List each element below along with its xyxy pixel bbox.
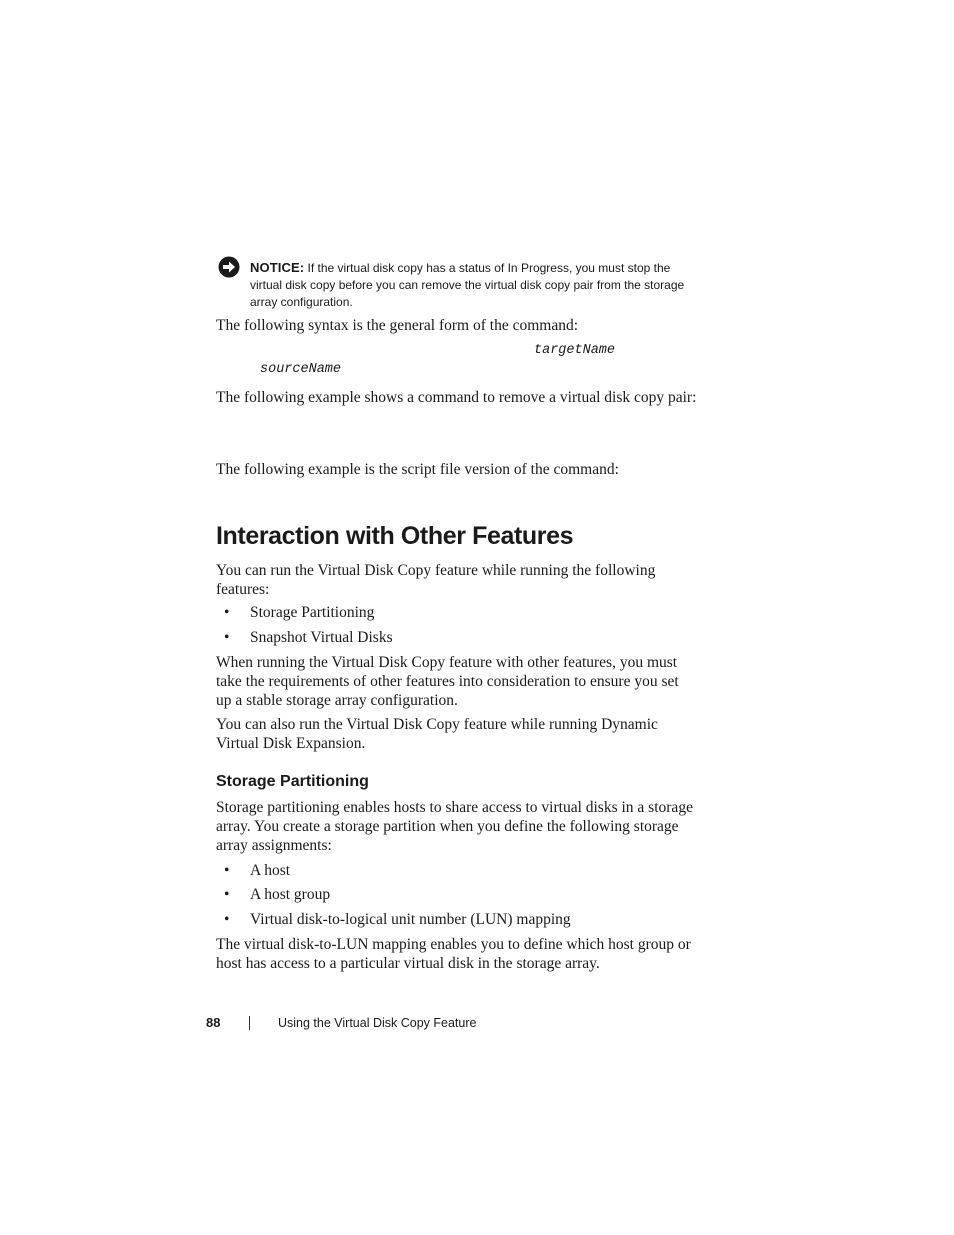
footer-title: Using the Virtual Disk Copy Feature xyxy=(278,1016,477,1030)
bullet-glyph: • xyxy=(224,629,230,646)
section-intro-line-1: You can run the Virtual Disk Copy feature while running the following xyxy=(216,562,656,579)
notice-line-2: virtual disk copy before you can remove the virtual disk copy pair from the storage xyxy=(250,278,685,292)
subsection-para-1-line-1: Storage partitioning enables hosts to share access to virtual disks in a storage xyxy=(216,799,693,816)
notice-icon xyxy=(218,256,240,278)
syntax-target-param: targetName xyxy=(534,343,616,358)
list-item: A host group xyxy=(250,886,331,903)
list-item: Storage Partitioning xyxy=(250,604,375,621)
section-title: Interaction with Other Features xyxy=(216,522,574,550)
syntax-intro: The following syntax is the general form of the command: xyxy=(216,317,579,334)
notice-line-1 xyxy=(250,259,720,277)
page-number: 88 xyxy=(206,1015,221,1030)
subsection-para-1-line-3: array assignments: xyxy=(216,837,332,854)
subsection-para-1-line-2: array. You create a storage partition when you define the following storage xyxy=(216,818,679,835)
section-para-2-line-1: You can also run the Virtual Disk Copy feature while running Dynamic xyxy=(216,716,658,733)
notice-block xyxy=(250,259,720,311)
subsection-para-1 xyxy=(216,798,716,855)
footer-divider xyxy=(249,1016,250,1030)
notice-text-1: If the virtual disk copy has a status of In Progress, you must stop the xyxy=(307,261,671,275)
list-item: A host xyxy=(250,862,291,879)
bullet-glyph: • xyxy=(224,911,230,928)
section-para-1 xyxy=(216,653,716,710)
list-item: Virtual disk-to-logical unit number (LUN) mapping xyxy=(250,911,571,928)
subsection-title: Storage Partitioning xyxy=(216,773,369,790)
bullet-glyph: • xyxy=(224,886,230,903)
section-para-1-line-1: When running the Virtual Disk Copy feature with other features, you must xyxy=(216,654,678,671)
list-item: Snapshot Virtual Disks xyxy=(250,629,393,646)
section-para-1-line-2: take the requirements of other features into consideration to ensure you set xyxy=(216,673,679,690)
section-para-2-line-2: Virtual Disk Expansion. xyxy=(216,735,366,752)
bullet-glyph: • xyxy=(224,862,230,879)
section-para-1-line-3: up a stable storage array configuration. xyxy=(216,692,458,709)
bullet-glyph: • xyxy=(224,604,230,621)
example-intro: The following example shows a command to remove a virtual disk copy pair: xyxy=(216,389,697,406)
script-intro: The following example is the script file version of the command: xyxy=(216,461,619,478)
notice-label: NOTICE: xyxy=(250,260,305,275)
subsection-para-2-line-1: The virtual disk-to-LUN mapping enables you to define which host group or xyxy=(216,936,691,953)
syntax-source-param: sourceName xyxy=(260,362,342,377)
subsection-para-2 xyxy=(216,935,716,973)
section-para-2 xyxy=(216,715,716,753)
section-intro xyxy=(216,561,716,599)
section-intro-line-2: features: xyxy=(216,581,270,598)
notice-line-3: array configuration. xyxy=(250,295,353,309)
subsection-para-2-line-2: host has access to a particular virtual disk in the storage array. xyxy=(216,955,600,972)
